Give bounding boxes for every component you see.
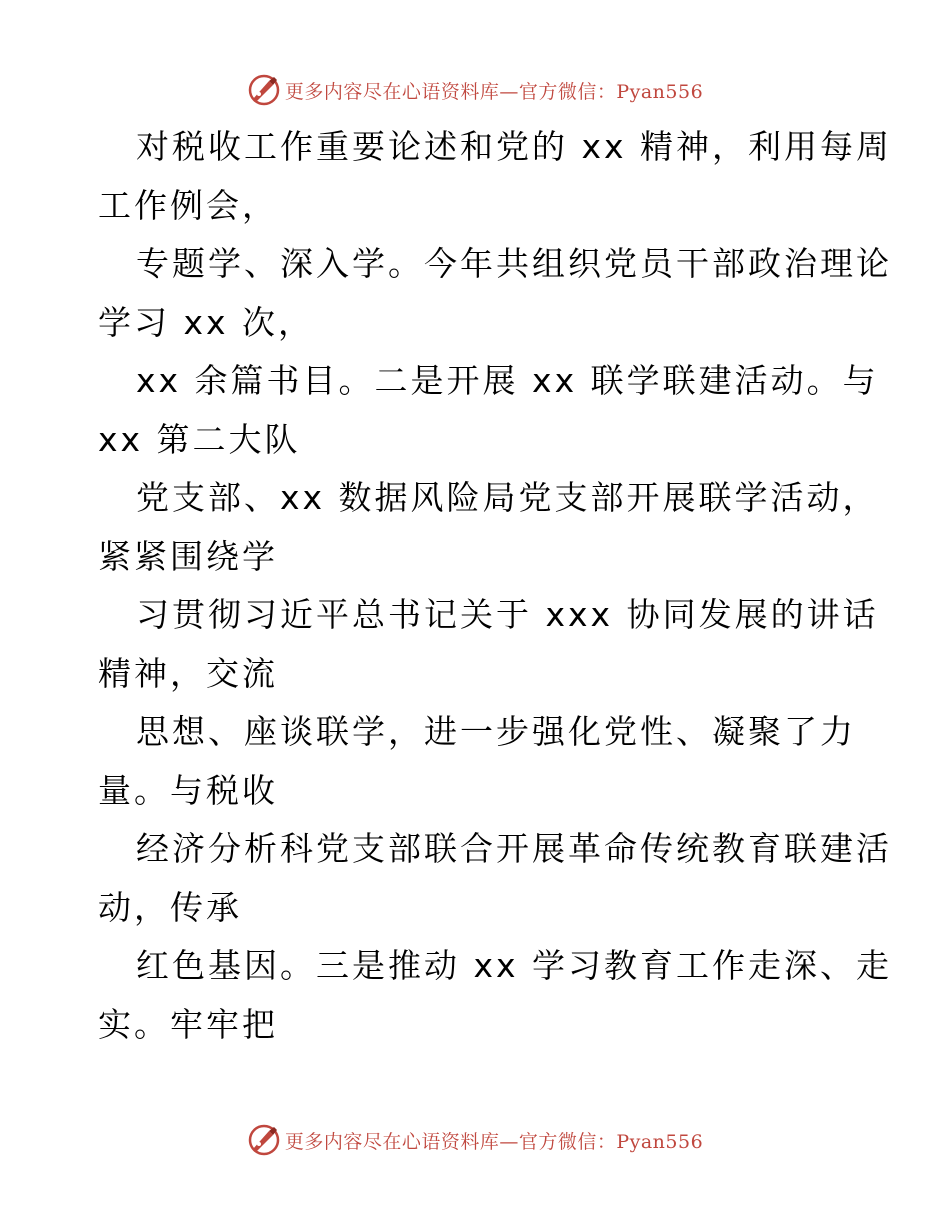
text-line: 紧紧围绕学 bbox=[98, 536, 278, 576]
footer-banner bbox=[0, 1120, 950, 1160]
pen-logo-icon bbox=[247, 73, 281, 107]
text-line: 学习 xx 次， bbox=[98, 302, 315, 342]
text-line: 思想、座谈联学，进一步强化党性、凝聚了力 bbox=[136, 712, 856, 751]
text-line: 党支部、xx 数据风险局党支部开展联学活动， bbox=[136, 478, 879, 517]
document-body bbox=[98, 118, 893, 1054]
text-line: xx 第二大队 bbox=[98, 419, 301, 459]
text-line: 经济分析科党支部联合开展革命传统教育联建活 bbox=[136, 829, 892, 868]
header-banner-text: 更多内容尽在心语资料库—官方微信：Pyan556 bbox=[284, 80, 704, 103]
footer-banner-text: 更多内容尽在心语资料库—官方微信：Pyan556 bbox=[284, 1130, 704, 1153]
text-line: 专题学、深入学。今年共组织党员干部政治理论 bbox=[136, 244, 892, 283]
text-line: 实。牢牢把 bbox=[98, 1004, 278, 1044]
text-line: 工作例会， bbox=[98, 185, 278, 225]
pen-logo-icon bbox=[247, 1123, 281, 1157]
text-line: 红色基因。三是推动 xx 学习教育工作走深、走 bbox=[136, 946, 893, 985]
text-line: 对税收工作重要论述和党的 xx 精神，利用每周 bbox=[136, 127, 893, 166]
header-banner bbox=[0, 70, 950, 110]
text-line: xx 余篇书目。二是开展 xx 联学联建活动。与 bbox=[136, 361, 879, 400]
text-line: 动，传承 bbox=[98, 887, 242, 927]
text-line: 习贯彻习近平总书记关于 xxx 协同发展的讲话 bbox=[136, 595, 879, 634]
text-line: 量。与税收 bbox=[98, 770, 278, 810]
text-line: 精神，交流 bbox=[98, 653, 278, 693]
